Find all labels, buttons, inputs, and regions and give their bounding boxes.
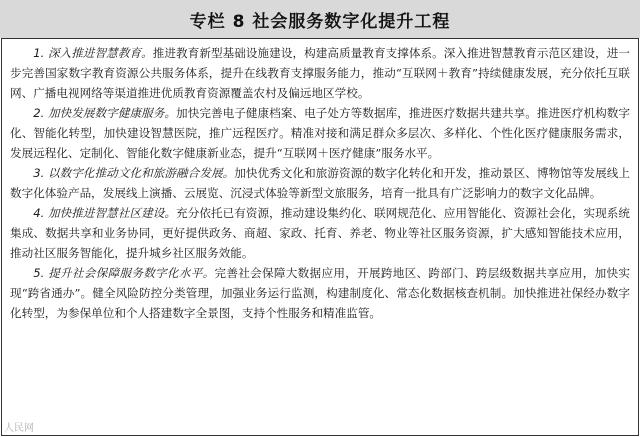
section-5-body: 完善社会保障大数据应用，开展跨地区、跨部门、跨层级数据共享应用，加快实现“跨省通办”。健全风险防控分类管理，加强业务运行监测，构建制度化、常态化数据核查机制。加快推进社保经办数字化转型，为参保单位和个人搭建数字全景图，支持个性服务和精准监管。 xyxy=(10,266,630,320)
column-title: 专栏 8 社会服务数字化提升工程 xyxy=(189,11,451,32)
section-1-lead: 1. 深入推进智慧教育。 xyxy=(33,46,153,60)
section-4-lead: 4. 加快推进智慧社区建设。 xyxy=(33,206,177,220)
section-3 xyxy=(10,163,630,203)
watermark-text: 人民网 xyxy=(4,423,34,434)
section-1-body: 推进教育新型基础设施建设，构建高质量教育支撑体系。深入推进智慧教育示范区建设，进一步完善国家数字教育资源公共服务体系，提升在线教育支撑服务能力，推动“互联网＋教育”持续健康发展，充分依托互联网、广播电视网络等渠道推进优质教育资源覆盖农村及偏远地区学校。 xyxy=(10,46,631,100)
content-box xyxy=(1,38,639,436)
section-5 xyxy=(10,263,630,323)
section-1 xyxy=(10,43,630,103)
section-4 xyxy=(10,203,630,263)
section-2-body: 加快完善电子健康档案、电子处方等数据库，推进医疗数据共建共享。推进医疗机构数字化、智能化转型，加快建设智慧医院，推广远程医疗。精准对接和满足群众多层次、多样化、个性化医疗健康服务需求，发展远程化、定制化、智能化数字健康新业态，提升“互联网＋医疗健康”服务水平。 xyxy=(10,106,630,160)
section-4-body: 充分依托已有资源，推动建设集约化、联网规范化、应用智能化、资源社会化，实现系统集成、数据共享和业务协同，更好提供政务、商超、家政、托育、养老、物业等社区服务资源，扩大感知智能技术应用，推动社区服务智能化，提升城乡社区服务效能。 xyxy=(10,206,630,260)
section-3-lead: 3. 以数字化推动文化和旅游融合发展。 xyxy=(33,166,235,180)
watermark-logo xyxy=(4,419,34,434)
section-2-lead: 2. 加快发展数字健康服务。 xyxy=(33,106,177,120)
title-bar xyxy=(0,0,640,38)
section-2 xyxy=(10,103,630,163)
section-3-body: 加快优秀文化和旅游资源的数字化转化和开发，推动景区、博物馆等发展线上数字化体验产品，发展线上演播、云展览、沉浸式体验等新型文旅服务，培育一批具有广泛影响力的数字文化品牌。 xyxy=(10,166,630,200)
section-5-lead: 5. 提升社会保障服务数字化水平。 xyxy=(33,266,215,280)
